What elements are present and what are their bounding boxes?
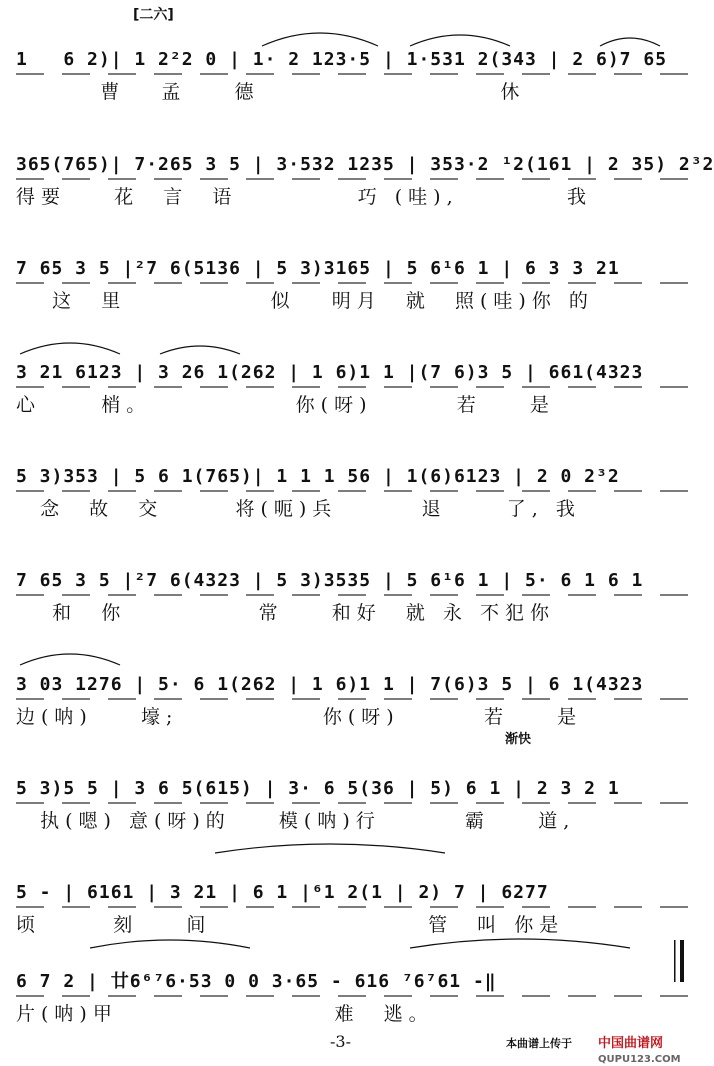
- staff-system: [0, 729, 700, 839]
- slur-marks: [0, 625, 700, 685]
- logo-text: 中国曲谱网: [598, 1036, 664, 1051]
- notation-line: 5 3)5 5 | 3 6 5(615) | 3· 6 5(36 | 5) 6 1 | 2 3 2 1: [16, 778, 620, 799]
- lyric-line: 这 里 似 明月 就 照(哇)你 的: [16, 290, 594, 312]
- staff-system: [0, 417, 700, 527]
- beat-underline: [16, 490, 688, 492]
- section-mark: [二六]: [133, 7, 174, 23]
- slur-marks: [0, 922, 700, 982]
- lyric-line: 顷 刻 间 管 叫 你是: [16, 914, 565, 936]
- beat-underline: [16, 594, 688, 596]
- logo-domain: QUPU123.COM: [598, 1054, 681, 1065]
- lyric-line: 执(嗯) 意(呀)的 模(呐)行 霸 道,: [16, 810, 576, 832]
- notation-line: 5 3)353 | 5 6 1(765)| 1 1 1 56 | 1(6)6123 | 2 0 2³2: [16, 466, 620, 487]
- lyric-line: 边(呐) 壕; 你(呀) 若 是: [16, 706, 583, 728]
- notation-line: 365(765)| 7·265 3 5 | 3·532 1235 | 353·2 ¹2(161 | 2 35) 2³2: [16, 154, 714, 175]
- lyric-line: 曹 孟 德 休: [16, 81, 526, 103]
- lyric-line: 念 故 交 将(呃)兵 退 了, 我: [16, 498, 581, 520]
- beat-underline: [16, 906, 688, 908]
- beat-underline: [16, 282, 688, 284]
- notation-line: 3 03 1276 | 5· 6 1(262 | 1 6)1 1 | 7(6)3 5 | 6 1(4323: [16, 674, 644, 695]
- beat-underline: [16, 995, 688, 997]
- notation-line: 1 6 2)| 1 2²2 0 | 1· 2 123·5 | 1·531 2(343 | 2 6)7 65: [16, 49, 668, 70]
- notation-line: 7 65 3 5 |²7 6(4323 | 5 3)3535 | 5 6¹6 1 | 5· 6 1 6 1: [16, 570, 644, 591]
- lyric-line: 心 梢。 你(呀) 若 是: [16, 394, 555, 416]
- notation-line: 6 7 2 | 廿6⁶⁷6·53 0 0 3·65 - 616 ⁷6⁷61 -‖: [16, 971, 497, 992]
- beat-underline: [16, 386, 688, 388]
- lyric-line: 得要 花 言 语 巧 (哇), 我: [16, 186, 592, 208]
- notation-line: 7 65 3 5 |²7 6(5136 | 5 3)3165 | 5 6¹6 1 | 6 3 3 21: [16, 258, 620, 279]
- site-logo[interactable]: [598, 1032, 700, 1066]
- page-footer: [0, 1032, 700, 1065]
- staff-system: [0, 105, 714, 215]
- notation-line: 3 21 6123 | 3 26 1(262 | 1 6)1 1 |(7 6)3 5 | 661(4323: [16, 362, 644, 383]
- page-number: -3-: [330, 1032, 351, 1051]
- lyric-line: 片(呐)甲 难 逃。: [16, 1003, 434, 1025]
- slur-marks: [0, 833, 700, 893]
- beat-underline: [16, 698, 688, 700]
- upload-credit: 本曲谱上传于: [506, 1037, 572, 1050]
- tempo-mark: 渐快: [505, 732, 532, 747]
- staff-system: [0, 209, 700, 319]
- beat-underline: [16, 802, 688, 804]
- staff-system: [0, 521, 700, 631]
- notation-line: 5 - | 6161 | 3 21 | 6 1 |⁶1 2(1 | 2) 7 | 6277: [16, 882, 549, 903]
- lyric-line: 和 你 常 和好 就 永 不犯你: [16, 602, 555, 624]
- slur-marks: [0, 0, 700, 60]
- beat-underline: [16, 73, 688, 75]
- beat-underline: [16, 178, 688, 180]
- slur-marks: [0, 314, 700, 374]
